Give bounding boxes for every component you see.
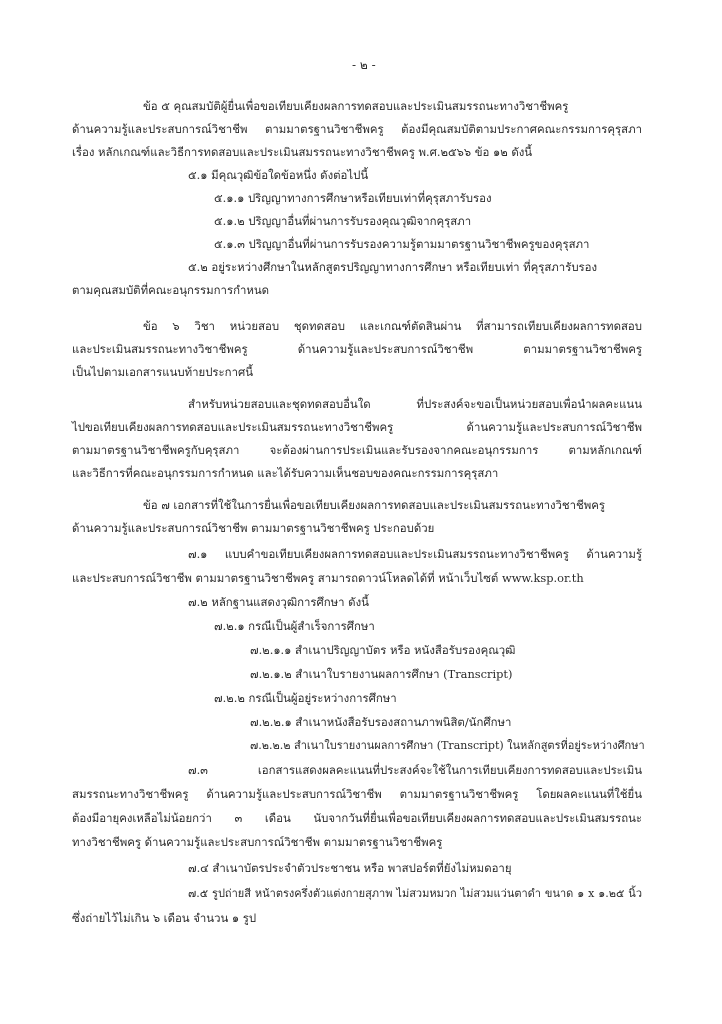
item-7-3-line-3: ต้องมีอายุคงเหลือไม่น้อยกว่า ๓ เดือน นับจากวันที่ยื่นเพื่อขอเทียบเคียงผลการทดสอบและประเมินสมรรถนะ	[72, 811, 642, 825]
item-5-1-3: ๕.๑.๓ ปริญญาอื่นที่ผ่านการรับรองความรู้ตามมาตรฐานวิชาชีพครูของคุรุสภา	[214, 237, 590, 251]
item-7-3: ๗.๓ เอกสารแสดงผลคะแนนที่ประสงค์จะใช้ในการเทียบเคียงการทดสอบและประเมิน	[188, 763, 642, 777]
item-7-3-line-2: สมรรถนะทางวิชาชีพครู ด้านความรู้และประสบการณ์วิชาชีพ ตามมาตรฐานวิชาชีพครู โดยผลคะแนนที่ใช้ยื่น	[72, 787, 642, 801]
clause-6-line-2: และประเมินสมรรถนะทางวิชาชีพครู ด้านความรู้และประสบการณ์วิชาชีพ ตามมาตรฐานวิชาชีพครู	[72, 342, 642, 356]
item-7-4: ๗.๔ สำเนาบัตรประจำตัวประชาชน หรือ พาสปอร์ตที่ยังไม่หมดอายุ	[188, 861, 512, 875]
clause-6-line-3: เป็นไปตามเอกสารแนบท้ายประกาศนี้	[72, 365, 253, 379]
clause-6-para-2-line-4: และวิธีการที่คณะอนุกรรมการกำหนด และได้รับความเห็นชอบของคณะกรรมการคุรุสภา	[72, 466, 499, 480]
clause-6-para-2-line-3: ตามมาตรฐานวิชาชีพครูกับคุรุสภา จะต้องผ่านการประเมินและรับรองจากคณะอนุกรรมการ ตามหลักเกณฑ์	[72, 443, 642, 457]
item-5-1: ๕.๑ มีคุณวุฒิข้อใดข้อหนึ่ง ดังต่อไปนี้	[188, 168, 369, 182]
clause-6-heading: ข้อ ๖ วิชา หน่วยสอบ ชุดทดสอบ และเกณฑ์ตัดสินผ่าน ที่สามารถเทียบเคียงผลการทดสอบ	[143, 319, 642, 333]
item-7-1: ๗.๑ แบบคำขอเทียบเคียงผลการทดสอบและประเมินสมรรถนะทางวิชาชีพครู ด้านความรู้	[188, 547, 642, 561]
item-7-2-2-2: ๗.๒.๒.๒ สำเนาใบรายงานผลการศึกษา (Transcript) ในหลักสูตรที่อยู่ระหว่างศึกษา	[250, 739, 645, 752]
item-7-2-1-1: ๗.๒.๑.๑ สำเนาปริญญาบัตร หรือ หนังสือรับรองคุณวุฒิ	[250, 643, 516, 657]
clause-7-line-2: ด้านความรู้และประสบการณ์วิชาชีพ ตามมาตรฐานวิชาชีพครู ประกอบด้วย	[72, 521, 435, 535]
clause-5-heading: ข้อ ๕ คุณสมบัติผู้ยื่นเพื่อขอเทียบเคียงผลการทดสอบและประเมินสมรรถนะทางวิชาชีพครู	[143, 99, 569, 113]
clause-5-line-3: เรื่อง หลักเกณฑ์และวิธีการทดสอบและประเมินสมรรถนะทางวิชาชีพครู พ.ศ.๒๕๖๖ ข้อ ๑๒ ดังนี้	[72, 145, 533, 159]
item-7-5: ๗.๕ รูปถ่ายสี หน้าตรงครึ่งตัวแต่งกายสุภาพ ไม่สวมหมวก ไม่สวมแว่นตาดำ ขนาด ๑ x ๑.๒๕ นิ้ว	[188, 887, 642, 900]
item-7-2: ๗.๒ หลักฐานแสดงวุฒิการศึกษา ดังนี้	[188, 595, 369, 609]
item-7-2-1-2: ๗.๒.๑.๒ สำเนาใบรายงานผลการศึกษา (Transcript)	[250, 667, 513, 681]
clause-5-line-2: ด้านความรู้และประสบการณ์วิชาชีพ ตามมาตรฐานวิชาชีพครู ต้องมีคุณสมบัติตามประกาศคณะกรรมการคุรุสภา	[72, 122, 642, 136]
clause-6-para-2-line-2: ไปขอเทียบเคียงผลการทดสอบและประเมินสมรรถนะทางวิชาชีพครู ด้านความรู้และประสบการณ์วิชาชีพ	[72, 420, 642, 434]
item-7-2-2: ๗.๒.๒ กรณีเป็นผู้อยู่ระหว่างการศึกษา	[214, 691, 397, 705]
item-5-2: ๕.๒ อยู่ระหว่างศึกษาในหลักสูตรปริญญาทางการศึกษา หรือเทียบเท่า ที่คุรุสภารับรอง	[188, 260, 598, 274]
item-5-2-line-2: ตามคุณสมบัติที่คณะอนุกรรมการกำหนด	[72, 283, 270, 297]
clause-7-heading: ข้อ ๗ เอกสารที่ใช้ในการยื่นเพื่อขอเทียบเคียงผลการทดสอบและประเมินสมรรถนะทางวิชาชีพครู	[143, 498, 606, 512]
clause-6-para-2: สำหรับหน่วยสอบและชุดทดสอบอื่นใด ที่ประสงค์จะขอเป็นหน่วยสอบเพื่อนำผลคะแนน	[188, 397, 642, 411]
item-7-3-line-4: ทางวิชาชีพครู ด้านความรู้และประสบการณ์วิชาชีพ ตามมาตรฐานวิชาชีพครู	[72, 835, 443, 849]
item-7-2-1: ๗.๒.๑ กรณีเป็นผู้สำเร็จการศึกษา	[214, 619, 375, 633]
item-7-5-line-2: ซึ่งถ่ายไว้ไม่เกิน ๖ เดือน จำนวน ๑ รูป	[72, 911, 257, 925]
item-5-1-2: ๕.๑.๒ ปริญญาอื่นที่ผ่านการรับรองคุณวุฒิจากคุรุสภา	[214, 214, 472, 228]
item-7-2-2-1: ๗.๒.๒.๑ สำเนาหนังสือรับรองสถานภาพนิสิต/นักศึกษา	[250, 715, 512, 729]
item-5-1-1: ๕.๑.๑ ปริญญาทางการศึกษาหรือเทียบเท่าที่คุรุสภารับรอง	[214, 191, 492, 205]
item-7-1-line-2: และประสบการณ์วิชาชีพ ตามมาตรฐานวิชาชีพครู สามารถดาวน์โหลดได้ที่ หน้าเว็บไซต์ www.ksp.or.th	[72, 571, 584, 585]
page-number: - ๒ -	[352, 58, 376, 72]
